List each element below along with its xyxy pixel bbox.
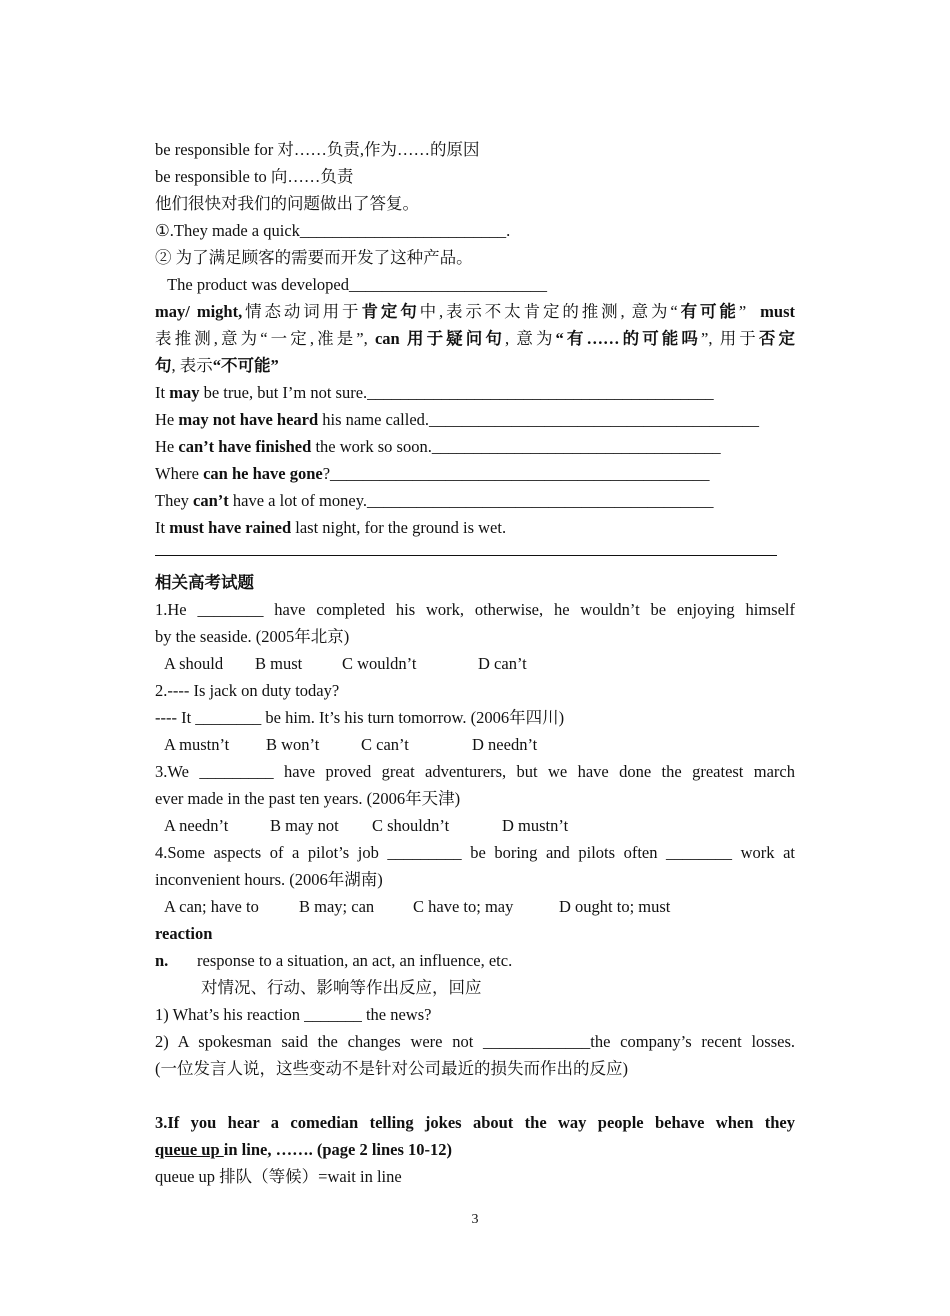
text-run: must xyxy=(760,302,796,321)
text-run: ”, 用于 xyxy=(701,329,759,348)
example-line xyxy=(155,487,795,514)
text-run: be true, but I’m not sure.__________________________________________ xyxy=(199,383,714,402)
modal-explanation-line-3 xyxy=(155,352,795,379)
text-run: “有……的可能吗 xyxy=(555,329,702,348)
option: A should xyxy=(164,654,224,673)
text-run: response to a situation, an act, an influence, etc. xyxy=(197,951,513,970)
question-text: by the seaside. (2005年北京) xyxy=(155,627,350,646)
text-run: 肯定句 xyxy=(361,302,420,321)
option: A mustn’t xyxy=(164,735,230,754)
part-of-speech: n. xyxy=(155,951,169,970)
text-run: can 用于疑问句 xyxy=(374,329,505,348)
text-run: can’t have finished xyxy=(178,437,312,456)
option: C have to; may xyxy=(413,897,514,916)
example-translation: (一位发言人说，这些变动不是针对公司最近的损失而作出的反应) xyxy=(155,1059,628,1078)
document-page xyxy=(155,136,795,1190)
text-run: can’t xyxy=(193,491,229,510)
text-run: It xyxy=(155,383,170,402)
answer-options xyxy=(155,650,795,677)
text-run: He xyxy=(155,410,179,429)
text-run: ” xyxy=(738,302,761,321)
modal-explanation-line-1 xyxy=(155,298,795,325)
text-run: can he have gone xyxy=(203,464,323,483)
question-text: inconvenient hours. (2006年湖南) xyxy=(155,870,383,889)
question-text: 2.---- Is jack on duty today? xyxy=(155,681,340,700)
text-run: 情态动词用于 xyxy=(242,302,362,321)
vocab-word: reaction xyxy=(155,924,213,943)
vocab-chinese: 对情况、行动、影响等作出反应，回应 xyxy=(201,978,482,997)
text-run: It xyxy=(155,518,170,537)
text-run: have a lot of money.__________________________________________ xyxy=(228,491,714,510)
option: C shouldn’t xyxy=(372,816,450,835)
example-line: 2) A spokesman said the changes were not _____________the company’s recent losses. xyxy=(155,1032,795,1051)
underlined-phrase: queue up xyxy=(155,1140,224,1159)
option: D mustn’t xyxy=(502,816,569,835)
modal-explanation-line-2 xyxy=(155,325,795,352)
option: D can’t xyxy=(478,654,527,673)
option: C can’t xyxy=(361,735,409,754)
text-run: , 表示 xyxy=(171,356,213,375)
option: B may not xyxy=(270,816,339,835)
text-run: 表推测,意为“一定,准是”, xyxy=(155,329,375,348)
chinese-sentence: 他们很快对我们的问题做出了答复。 xyxy=(155,194,419,213)
answer-options xyxy=(155,731,795,758)
text-run: 否定 xyxy=(758,329,796,348)
exercise-line: The product was developed________________________ xyxy=(155,275,547,294)
example-line xyxy=(155,406,795,433)
example-line xyxy=(155,514,795,541)
option: B must xyxy=(255,654,303,673)
phrase-line: be responsible for 对……负责,作为……的原因 xyxy=(155,140,480,159)
answer-blank-line xyxy=(155,541,777,556)
question-text: ---- It ________ be him. It’s his turn tomorrow. (2006年四川) xyxy=(155,708,565,727)
example-line: 1) What’s his reaction _______ the news? xyxy=(155,1005,432,1024)
chinese-sentence: ② 为了满足顾客的需要而开发了这种产品。 xyxy=(155,248,473,267)
phrase-line: be responsible to 向……负责 xyxy=(155,167,354,186)
text-run: 句 xyxy=(155,356,172,375)
page-number: 3 xyxy=(471,1212,479,1227)
example-line xyxy=(155,379,795,406)
text-run: He xyxy=(155,437,179,456)
question-text: 4.Some aspects of a pilot’s job _________ be boring and pilots often ________ work at xyxy=(155,843,795,862)
question-text: ever made in the past ten years. (2006年天津) xyxy=(155,789,461,808)
option: A can; have to xyxy=(164,897,259,916)
question-text: 1.He ________ have completed his work, otherwise, he wouldn’t be enjoying himself xyxy=(155,600,795,619)
text-run: the work so soon.___________________________________ xyxy=(311,437,721,456)
phrase-line: queue up 排队（等候）=wait in line xyxy=(155,1167,402,1186)
text-run: , 意为 xyxy=(504,329,556,348)
option: D needn’t xyxy=(472,735,538,754)
text-run: ?______________________________________________ xyxy=(322,464,710,483)
text-run: 有可能 xyxy=(677,302,739,321)
question-text: 3.We _________ have proved great adventurers, but we have done the greatest march xyxy=(155,762,795,781)
text-run: his name called.________________________________________ xyxy=(318,410,760,429)
spacer xyxy=(155,1082,795,1109)
text-run: in line, ……. (page 2 lines 10-12) xyxy=(223,1140,453,1159)
example-line xyxy=(155,433,795,460)
answer-options xyxy=(155,893,795,920)
text-run: “不可能” xyxy=(212,356,279,375)
section-heading: 相关高考试题 xyxy=(155,573,254,592)
option: B won’t xyxy=(266,735,320,754)
option: C wouldn’t xyxy=(342,654,417,673)
text-run: They xyxy=(155,491,194,510)
option: B may; can xyxy=(299,897,375,916)
text-run: 中,表示不太肯定的推测, 意为“ xyxy=(419,302,678,321)
text-run: may not have heard xyxy=(178,410,319,429)
example-line xyxy=(155,460,795,487)
text-run: may xyxy=(169,383,200,402)
answer-options xyxy=(155,812,795,839)
option: A needn’t xyxy=(164,816,229,835)
vocab-definition xyxy=(155,947,795,974)
section-heading: 3.If you hear a comedian telling jokes about the way people behave when they xyxy=(155,1113,795,1132)
text-run: must have rained xyxy=(169,518,292,537)
text-run: last night, for the ground is wet. xyxy=(291,518,507,537)
text-run: Where xyxy=(155,464,204,483)
exercise-line: ①.They made a quick_________________________. xyxy=(155,221,511,240)
section-heading xyxy=(155,1136,795,1163)
option: D ought to; must xyxy=(559,897,671,916)
modal-term: may/ might, xyxy=(155,302,243,321)
